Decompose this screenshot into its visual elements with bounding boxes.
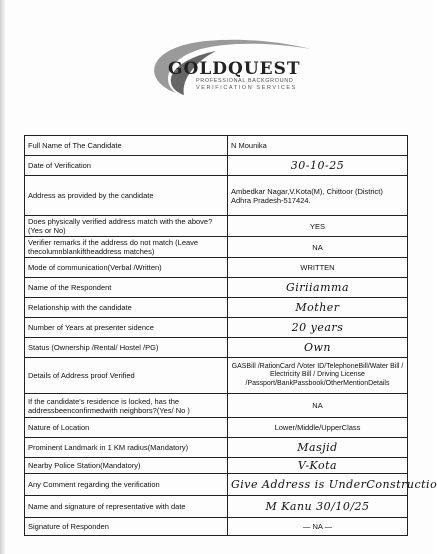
value-landmark: Masjid	[228, 438, 408, 458]
label-full-name: Full Name of The Candidate	[25, 136, 228, 156]
label-police-station: Nearby Police Station(Mandatory)	[25, 458, 228, 474]
label-residence-status: Status (Ownership /Rental/ Hostel /PG)	[25, 338, 228, 358]
row-verification-date	[25, 156, 408, 176]
value-police-station: V-Kota	[228, 458, 408, 474]
value-respondent: Giriiamma	[228, 278, 408, 298]
row-address-proof	[25, 358, 408, 394]
value-address: Ambedkar Nagar,V.Kota(M), Chittoor (District) Adhra Pradesh-517424.	[228, 176, 408, 216]
row-respondent	[25, 278, 408, 298]
row-locked-residence	[25, 394, 408, 418]
value-address-proof: GASBill /RationCard /Voter ID/TelephoneBill/Water Bill / Electricity Bill / Driving License /Passport/BankPassbook/OtherMentionDetails	[228, 358, 408, 394]
value-residence-status: Own	[228, 338, 408, 358]
label-communication-mode: Mode of communication(Verbal /Written)	[25, 258, 228, 278]
value-address-match: YES	[228, 216, 408, 237]
row-address-match	[25, 216, 408, 237]
label-comment: Any Comment regarding the verification	[25, 474, 228, 496]
value-comment: Give Address is UnderConstructio	[228, 474, 408, 496]
label-address-proof: Details of Address proof Verified	[25, 358, 228, 394]
value-full-name: N Mounika	[228, 136, 408, 156]
label-locked-residence: If the candidate's residence is locked, has the addressbeenconfirmedwith neighbors?(Yes/ No )	[25, 394, 228, 418]
row-residence-status	[25, 338, 408, 358]
value-verifier-remarks: NA	[228, 237, 408, 258]
label-verifier-remarks: Verifier remarks if the address do not match (Leave thecolumnblankiftheaddress matches)	[25, 237, 228, 258]
label-verification-date: Date of Verification	[25, 156, 228, 176]
row-years-at-residence	[25, 318, 408, 338]
value-locked-residence: NA	[228, 394, 408, 418]
label-respondent: Name of the Respondent	[25, 278, 228, 298]
row-full-name	[25, 136, 408, 156]
value-communication-mode: WRITTEN	[228, 258, 408, 278]
row-verifier-remarks	[25, 237, 408, 258]
verification-form	[24, 135, 437, 536]
label-address: Address as provided by the candidate	[25, 176, 228, 216]
value-years-at-residence: 20 years	[228, 318, 408, 338]
brand-name: GOLDQUEST	[168, 59, 301, 79]
row-communication-mode	[25, 258, 408, 278]
label-representative-signature: Name and signature of representative with date	[25, 496, 228, 518]
row-representative-signature	[25, 496, 408, 518]
row-relationship	[25, 298, 408, 318]
row-police-station	[25, 458, 408, 474]
row-location-nature	[25, 418, 408, 438]
value-verification-date: 30-10-25	[228, 156, 408, 176]
value-representative-signature: M Kanu 30/10/25	[228, 496, 408, 518]
row-landmark	[25, 438, 408, 458]
label-landmark: Prominent Landmark in 1 KM radius(Mandatory)	[25, 438, 228, 458]
label-respondent-signature: Signature of Responden	[25, 518, 228, 536]
value-respondent-signature: — NA —	[228, 518, 408, 536]
brand-tagline-2: VERIFICATION SERVICES	[196, 85, 297, 91]
scan-shadow	[0, 0, 6, 554]
row-respondent-signature	[25, 518, 408, 536]
label-years-at-residence: Number of Years at presenter sidence	[25, 318, 228, 338]
value-location-nature: Lower/Middle/UpperClass	[228, 418, 408, 438]
label-location-nature: Nature of Location	[25, 418, 228, 438]
row-comment	[25, 474, 408, 496]
value-relationship: Mother	[228, 298, 408, 318]
label-relationship: Relationship with the candidate	[25, 298, 228, 318]
label-address-match: Does physically verified address match with the above?(Yes or No)	[25, 216, 228, 237]
brand-tagline-1: PROFESSIONAL BACKGROUND	[196, 78, 294, 84]
row-address	[25, 176, 408, 216]
